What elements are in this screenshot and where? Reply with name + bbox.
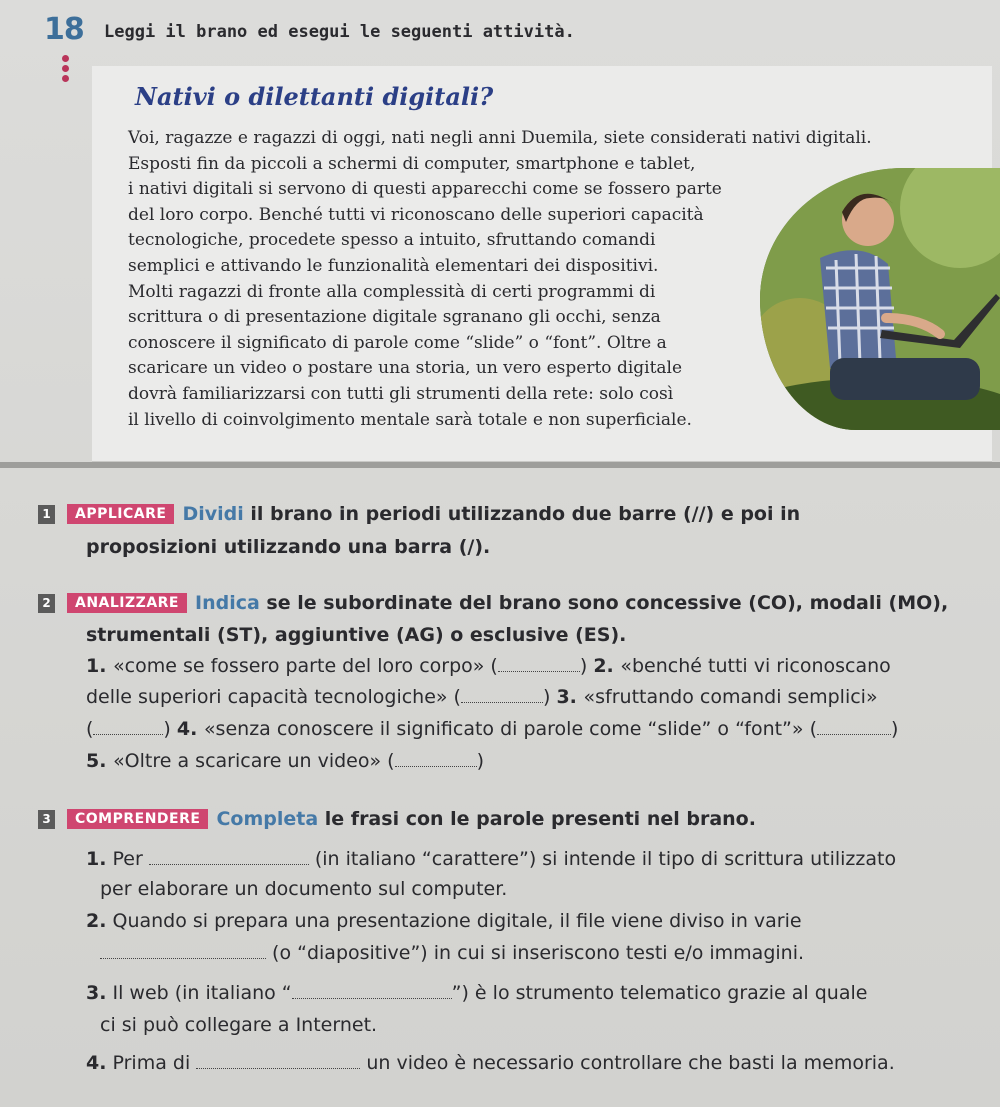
- reading-line: semplici e attivando le funzionalità elementari dei dispositivi.: [128, 255, 659, 276]
- answer-blank[interactable]: [196, 1068, 360, 1069]
- reading-line: il livello di coinvolgimento mentale sarà totale e non superficiale.: [128, 409, 692, 430]
- reading-line: scaricare un video o postare una storia, un vero esperto digitale: [128, 358, 683, 379]
- reading-line: i nativi digitali si servono di questi apparecchi come se fossero parte: [128, 179, 722, 200]
- activity-3-item-2: [86, 910, 802, 932]
- item-paren: (: [86, 718, 94, 740]
- item-paren: ): [476, 750, 484, 772]
- reading-line: Molti ragazzi di fronte alla complessità di certi programmi di: [128, 281, 656, 302]
- activity-3-item-3-cont: ci si può collegare a Internet.: [100, 1014, 378, 1036]
- item-text: Per: [106, 848, 149, 870]
- activity-verb: Completa: [216, 808, 319, 830]
- activity-instruction: il brano in periodi utilizzando due barre (//) e poi in: [243, 503, 801, 525]
- activity-3-item-2-cont: [100, 942, 804, 964]
- item-number: 3.: [86, 982, 107, 1004]
- item-quote: «come se fossero parte del loro corpo» (: [113, 655, 498, 677]
- item-paren: ): [542, 686, 557, 708]
- item-quote: «Oltre a scaricare un video» (: [113, 750, 395, 772]
- activity-3-item-1: [86, 848, 896, 870]
- activity-instruction: le frasi con le parole presenti nel brano.: [318, 808, 756, 830]
- activity-instruction-cont: strumentali (ST), aggiuntive (AG) o esclusive (ES).: [86, 624, 627, 646]
- item-paren: ): [163, 718, 177, 740]
- item-number: 2.: [593, 655, 621, 677]
- activity-number: 1: [38, 505, 55, 524]
- exercise-instruction: Leggi il brano ed esegui le seguenti attività.: [104, 22, 575, 42]
- reading-line: Voi, ragazze e ragazzi di oggi, nati negli anni Duemila, siete considerati nativi digitali.: [128, 128, 872, 148]
- item-paren: ): [890, 718, 899, 740]
- item-text: (in italiano “carattere”) si intende il tipo di scrittura utilizzato: [308, 848, 897, 870]
- item-text: ”) è lo strumento telematico grazie al quale: [451, 982, 868, 1004]
- answer-blank[interactable]: [100, 958, 266, 959]
- activity-tag: APPLICARE: [67, 504, 174, 524]
- item-quote: «senza conoscere il significato di parole come “slide” o “font”» (: [203, 718, 817, 740]
- item-number: 1.: [86, 655, 114, 677]
- item-number: 5.: [86, 750, 114, 772]
- activity-tag: ANALIZZARE: [67, 593, 187, 613]
- item-number: 2.: [86, 910, 107, 932]
- item-text: Quando si prepara una presentazione digitale, il file viene diviso in varie: [106, 910, 802, 932]
- reading-line: tecnologiche, procedete spesso a intuito, sfruttando comandi: [128, 230, 656, 251]
- item-text: un video è necessario controllare che basti la memoria.: [360, 1052, 895, 1074]
- answer-blank[interactable]: [817, 734, 891, 735]
- answer-blank[interactable]: [461, 702, 543, 703]
- activity-2-line2: [86, 624, 626, 646]
- answer-blank[interactable]: [93, 734, 163, 735]
- reading-text: [128, 126, 872, 433]
- answer-blank[interactable]: [292, 998, 452, 999]
- item-text: (o “diapositive”) in cui si inseriscono testi e/o immagini.: [266, 942, 805, 964]
- activity-2-items-line1: [86, 655, 891, 677]
- activity-1-line2: [86, 536, 490, 558]
- activity-2: [38, 592, 948, 614]
- activity-number: 2: [38, 594, 55, 613]
- reading-line: del loro corpo. Benché tutti vi riconoscano delle superiori capacità: [128, 204, 704, 225]
- item-text: Il web (in italiano “: [106, 982, 292, 1004]
- activity-2-items-line4: [86, 750, 484, 772]
- activity-2-items-line2: [86, 686, 878, 708]
- activity-verb: Dividi: [182, 503, 244, 525]
- activity-tag: COMPRENDERE: [67, 809, 208, 829]
- reading-title: Nativi o dilettanti digitali?: [135, 82, 494, 111]
- activity-3-item-1-cont: per elaborare un documento sul computer.: [100, 878, 508, 900]
- activity-number: 3: [38, 810, 55, 829]
- activity-1: [38, 503, 800, 525]
- item-quote: delle superiori capacità tecnologiche» (: [86, 686, 461, 708]
- item-paren: ): [579, 655, 594, 677]
- activity-instruction-cont: proposizioni utilizzando una barra (/).: [86, 536, 491, 558]
- reading-line: dovrà familiarizzarsi con tutti gli strumenti della rete: solo così: [128, 383, 674, 404]
- activity-instruction: se le subordinate del brano sono concessive (CO), modali (MO),: [259, 592, 949, 614]
- answer-blank[interactable]: [498, 671, 580, 672]
- activity-3-item-3: [86, 982, 867, 1004]
- reading-line: conoscere il significato di parole come “slide” o “font”. Oltre a: [128, 332, 667, 353]
- item-number: 4.: [86, 1052, 107, 1074]
- difficulty-dots-icon: [62, 55, 72, 85]
- item-text: Prima di: [106, 1052, 197, 1074]
- item-quote: «sfruttando comandi semplici»: [583, 686, 878, 708]
- reading-line: scrittura o di presentazione digitale sgranano gli occhi, senza: [128, 307, 661, 328]
- item-number: 3.: [556, 686, 584, 708]
- activity-2-items-line3: [86, 718, 898, 740]
- item-number: 1.: [86, 848, 107, 870]
- section-divider: [0, 462, 1000, 468]
- item-number: 4.: [176, 718, 204, 740]
- activity-3: [38, 808, 756, 830]
- answer-blank[interactable]: [149, 864, 309, 865]
- activity-3-item-4: [86, 1052, 895, 1074]
- item-quote: «benché tutti vi riconoscano: [620, 655, 891, 677]
- activity-verb: Indica: [195, 592, 260, 614]
- reading-line: Esposti fin da piccoli a schermi di computer, smartphone e tablet,: [128, 153, 696, 174]
- exercise-number: 18: [44, 12, 84, 47]
- answer-blank[interactable]: [395, 766, 477, 767]
